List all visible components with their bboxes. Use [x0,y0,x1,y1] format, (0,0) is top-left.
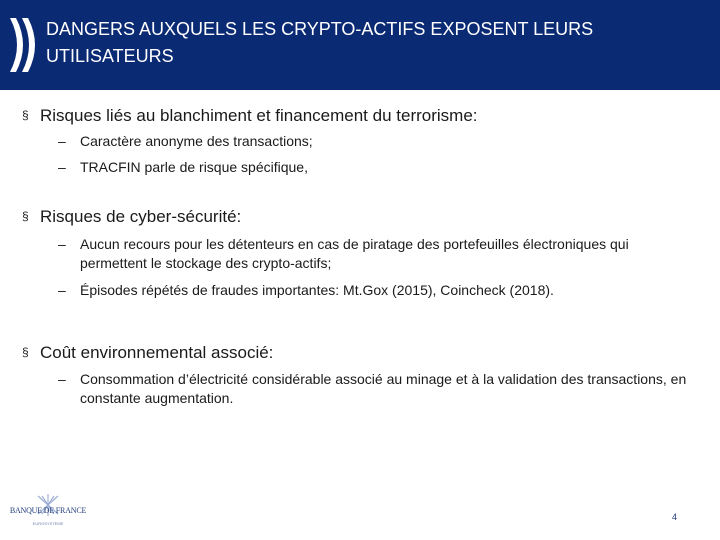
sub-item-text: Épisodes répétés de fraudes importantes: Mt.Gox (2015), Coincheck (2018). [80,282,554,298]
sub-item-text: Aucun recours pour les détenteurs en cas de piratage des portefeuilles électroniques qui permettent le stockage des crypto-actifs; [80,236,629,271]
dash-marker: – [58,133,66,149]
logo-text: BANQUE DE FRANCE [9,506,87,515]
header-banner [0,0,720,90]
bullet-marker: § [22,345,29,359]
sub-item-text: Caractère anonyme des transactions; [80,133,313,149]
bullet-cybersecurity-risk [22,207,241,227]
sub-item [58,158,698,177]
sub-item-text: TRACFIN parle de risque spécifique, [80,159,308,175]
page-title [46,16,686,70]
bullet-laundering-risk [22,106,478,126]
sub-item [58,235,698,273]
dash-marker: – [58,236,66,252]
sub-item [58,132,698,151]
bullet-title: Risques de cyber-sécurité: [40,207,242,226]
banque-de-france-logo [8,494,88,534]
dash-marker: – [58,159,66,175]
page-title-line-2: UTILISATEURS [46,46,174,66]
page-number: 4 [672,512,678,522]
sub-item [58,370,698,408]
logo-subtext: EUROSYSTÈME [32,521,64,526]
bullet-title: Coût environnemental associé: [40,343,274,362]
sub-item-text: Consommation d’électricité considérable associé au minage et à la validation des transactions, en constante augmentation. [80,371,687,406]
bullet-environmental-cost [22,343,273,363]
bullet-marker: § [22,108,29,122]
bullet-marker: § [22,209,29,223]
dash-marker: – [58,282,66,298]
double-bracket-icon [6,16,46,74]
sub-item [58,281,698,300]
page-title-line-1: DANGERS AUXQUELS LES CRYPTO-ACTIFS EXPOSENT LEURS [46,19,594,39]
dash-marker: – [58,371,66,387]
bullet-title: Risques liés au blanchiment et financement du terrorisme: [40,106,478,125]
